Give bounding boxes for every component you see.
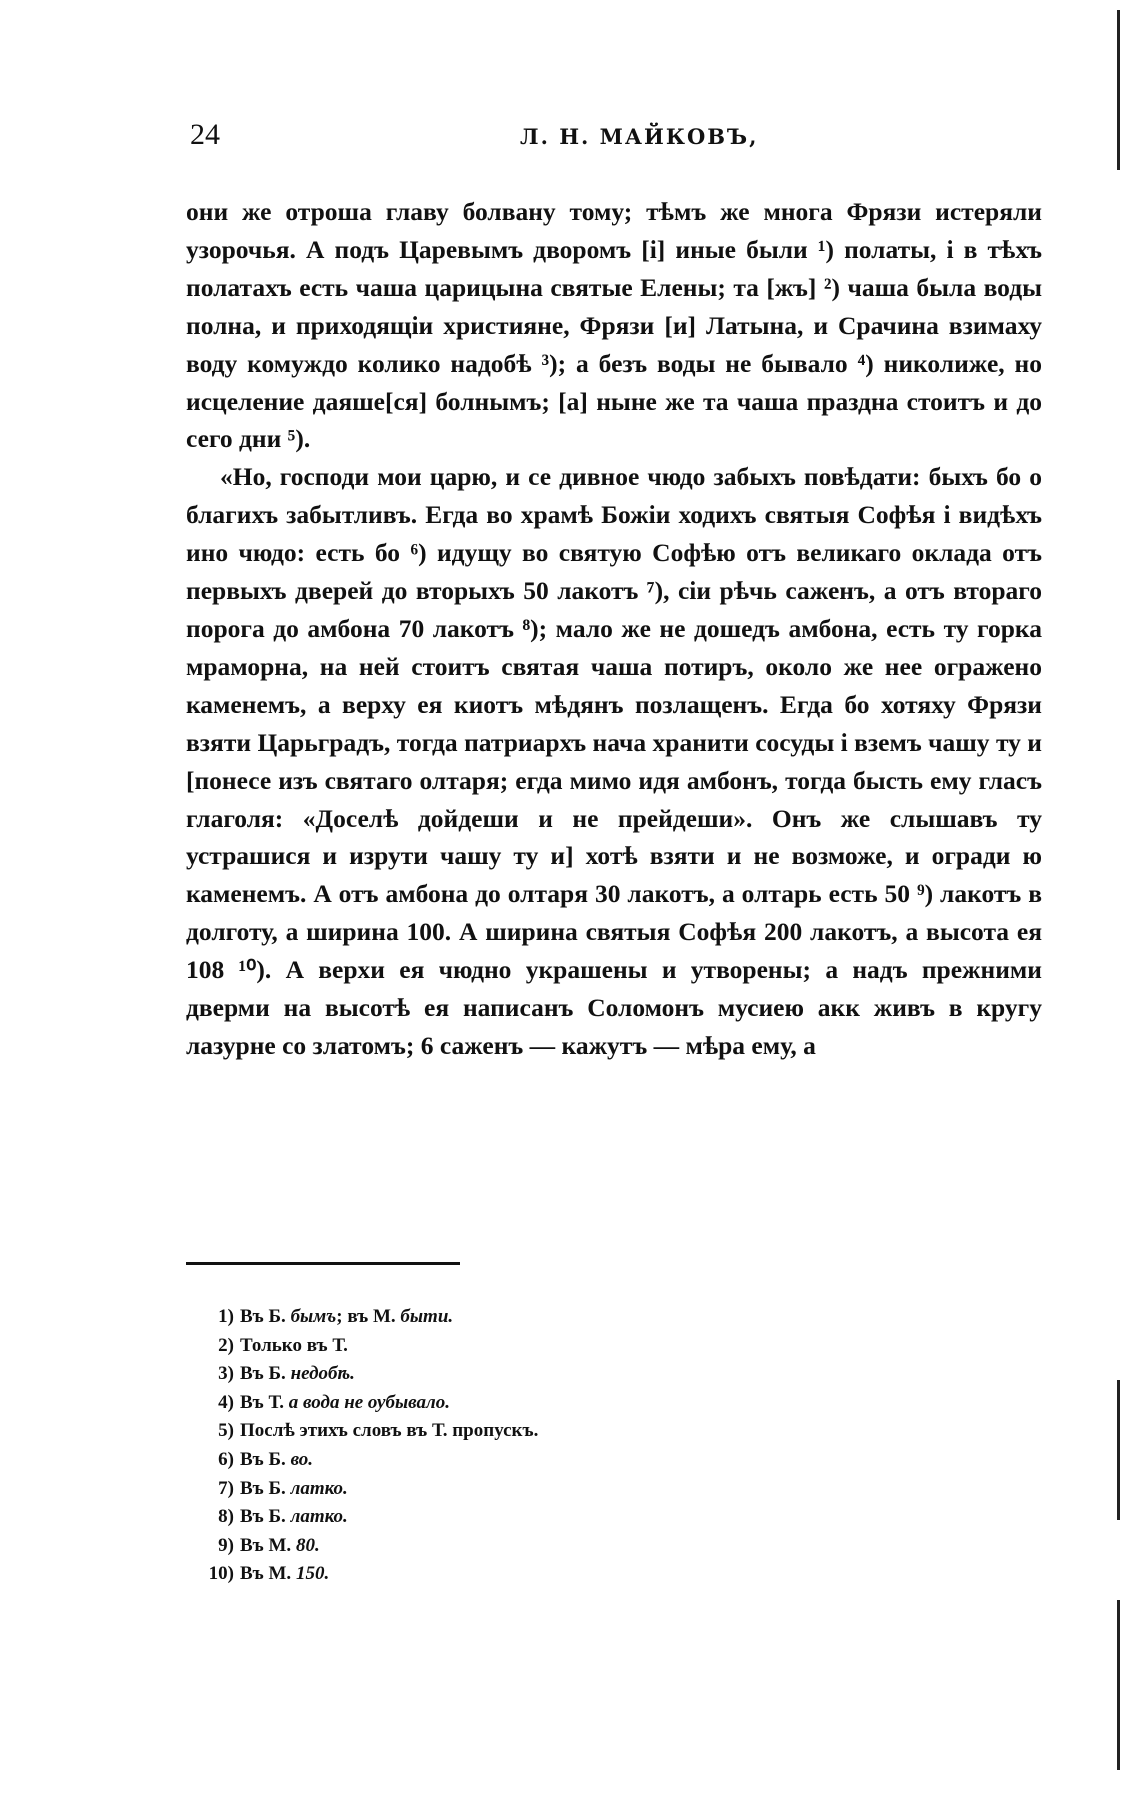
paragraph-1: они же отроша главу болвану тому; тѣмъ же многа Фрязи истеряли узорочья. А подъ Царевымъ дворомъ [і] иные были ¹) полаты, і в тѣхъ полатахъ есть чаша царицына святые Елены; та [жъ] ²) чаша была воды полна, и приходящіи християне, Фрязи [и] Латына, и Срачина взимаху воду комуждо колико надобѣ ³); а безъ воды не бывало ⁴) николиже, но исцеление даяше[ся] болнымъ; [а] ныне же та чаша праздна стоитъ и до сего дни ⁵). [186, 197, 1042, 454]
footnote: 10) Въ М. 150. [208, 1563, 330, 1585]
running-head: Л. Н. МАЙКОВЪ, [520, 124, 759, 149]
main-text [186, 193, 1042, 1065]
footnote: 8) Въ Б. латко. [218, 1506, 348, 1528]
scan-edge-mark [1117, 1600, 1120, 1770]
footnotes [200, 1303, 538, 1589]
footnote: 1) Въ Б. бымъ; въ М. быти. [218, 1306, 454, 1327]
footnote: 6) Въ Б. во. [218, 1448, 314, 1470]
scan-edge-mark [1117, 10, 1120, 170]
footnote: 5) Послѣ этихъ словъ въ Т. пропускъ. [218, 1420, 539, 1442]
paragraph-2: «Но, господи мои царю, и се дивное чюдо забыхъ повѣдати: быхъ бо о благихъ забытливъ. Егда во храмѣ Божіи ходихъ святыя Софѣя і видѣхъ ино чюдо: есть бо ⁶) идущу во святую Софѣю отъ великаго оклада отъ первыхъ дверей до вторыхъ 50 лакотъ ⁷), сіи рѣчь саженъ, а отъ втораго порога до амбона 70 лакотъ ⁸); мало же не дошедъ амбона, есть ту горка мраморна, на ней стоитъ святая чаша потиръ, около же нее огражено каменемъ, а верху ея киотъ мѣдянъ позлащенъ. Егда бо хотяху Фрязи взяти Царьградъ, тогда патриархъ нача хранити сосуды і вземъ чашу ту и [понесе изъ святаго олтаря; егда мимо идя амбонъ, тогда бысть ему гласъ глаголя: «Доселѣ дойдеши и не прейдеши». Онъ же слышавъ ту устрашися и изрути чашу ту и] хотѣ взяти и не возможе, и огради ю каменемъ. А отъ амбона до олтаря 30 лакотъ, а олтарь есть 50 ⁹) лакотъ в долготу, а ширина 100. А ширина святыя Софѣя 200 лакотъ, а высота ея 108 ¹⁰). А верхи ея чюдно украшены и утворены; а надъ прежними дверми на высотѣ ея написанъ Соломонъ мусиею акк живъ в кругу лазурне со златомъ; 6 саженъ — кажутъ — мѣра ему, а [186, 462, 1042, 1060]
page-number: 24 [190, 118, 220, 151]
scan-edge-mark [1117, 1380, 1120, 1520]
footnote: 2) Только въ Т. [218, 1334, 348, 1356]
footnote: 3) Въ Б. недобѣ. [218, 1363, 355, 1385]
footnote: 4) Въ Т. а вода не оубывало. [218, 1391, 451, 1413]
footnote: 9) Въ М. 80. [218, 1534, 320, 1556]
footnote-rule [186, 1262, 460, 1265]
footnote: 7) Въ Б. латко. [218, 1477, 348, 1499]
